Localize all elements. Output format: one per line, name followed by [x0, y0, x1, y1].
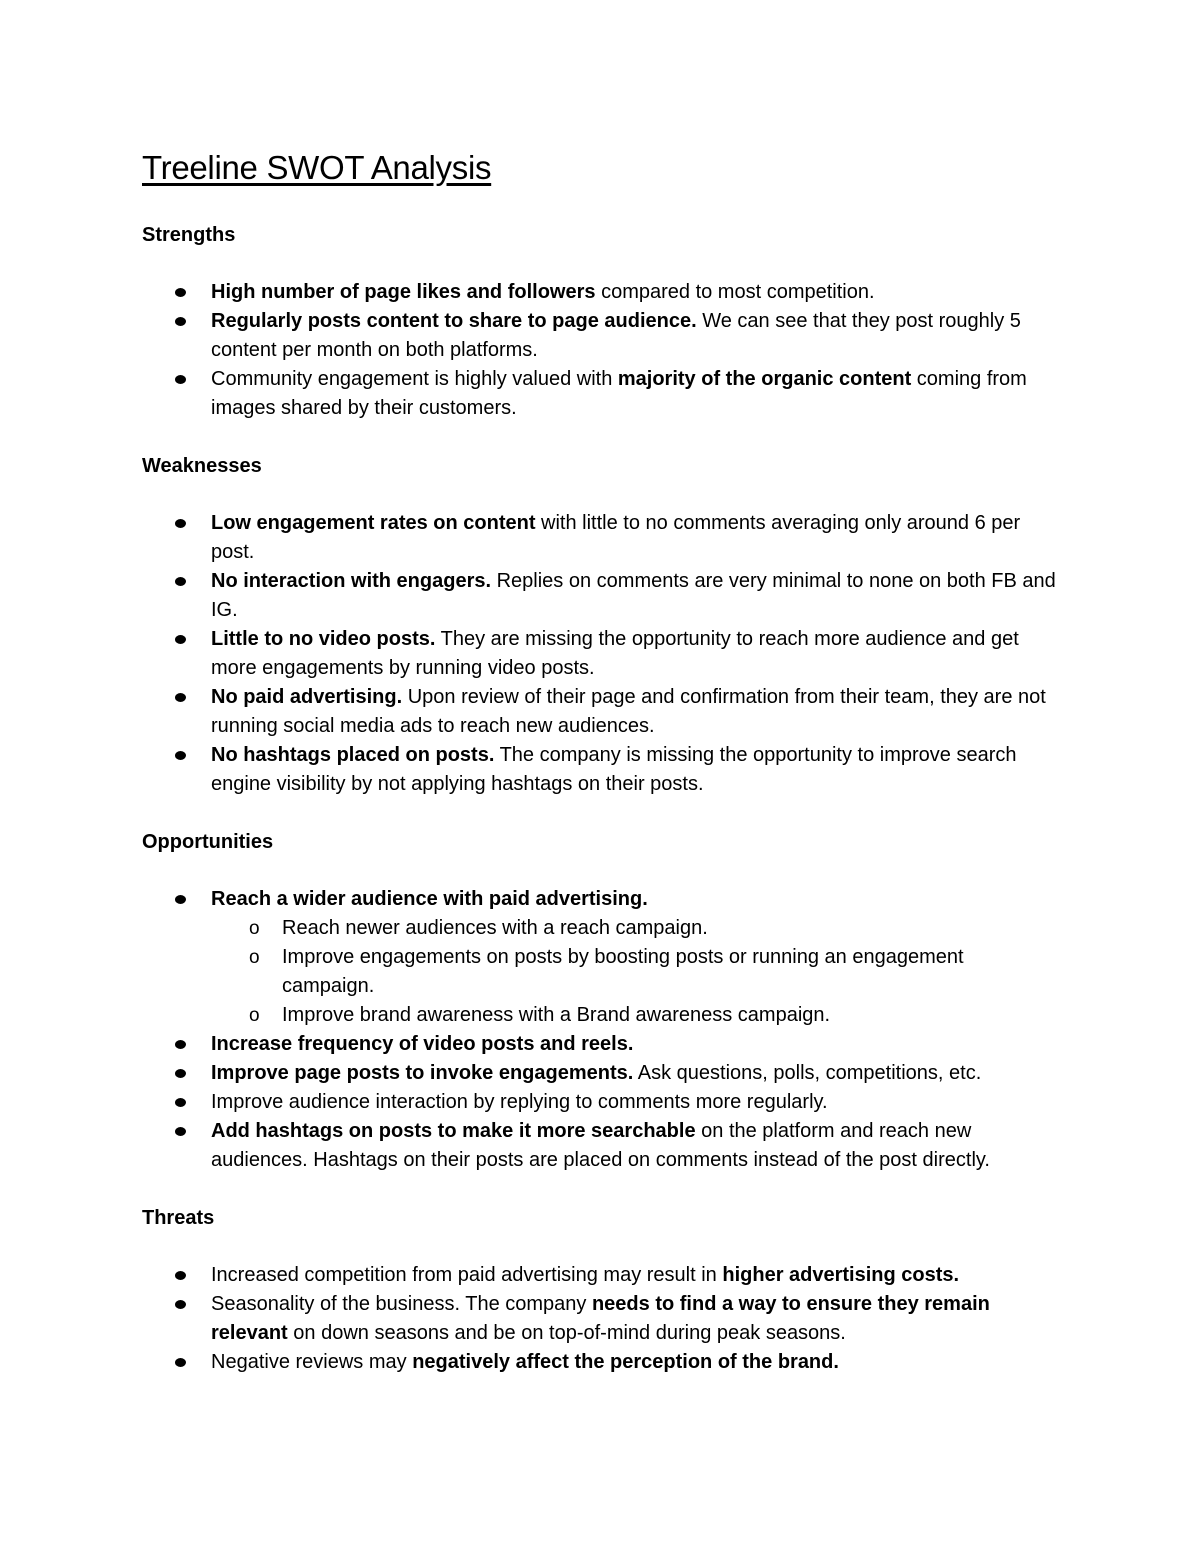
item-bold-text: negatively affect the perception of the brand.: [412, 1351, 839, 1373]
item-text: Upon review of their page and confirmation from their team, they are not running social media ads to reach new audiences.: [211, 686, 1046, 737]
sub-list-item: [142, 1001, 1057, 1030]
circle-bullet-icon: o: [249, 947, 260, 968]
item-bold-text: majority of the organic content: [617, 368, 912, 390]
item-text: with little to no comments averaging only around 6 per post.: [211, 512, 1021, 563]
document-page: [142, 148, 1057, 1377]
item-text: They are missing the opportunity to reach more audience and get more engagements by running video posts.: [211, 628, 1019, 679]
bullet-icon: [175, 635, 186, 644]
item-bold-text: High number of page likes and followers: [211, 281, 596, 303]
item-text: coming from images shared by their customers.: [211, 368, 1027, 419]
bullet-icon: [175, 1271, 186, 1280]
sub-list-item: [142, 943, 1057, 1001]
bullet-icon: [175, 1069, 186, 1078]
list-item: [142, 1348, 1057, 1377]
item-text: Improve audience interaction by replying to comments more regularly.: [211, 1091, 828, 1113]
list-item: [142, 307, 1057, 365]
item-bold-text: Regularly posts content to share to page audience.: [211, 310, 697, 332]
bullet-icon: [175, 519, 186, 528]
item-bold-text: Add hashtags on posts to make it more searchable: [211, 1120, 696, 1142]
item-bold-text: No hashtags placed on posts.: [211, 744, 495, 766]
item-text: Replies on comments are very minimal to none on both FB and IG.: [211, 570, 1056, 621]
list-item: [142, 885, 1057, 1030]
bullet-icon: [175, 577, 186, 586]
bullet-icon: [175, 751, 186, 760]
item-text: Ask questions, polls, competitions, etc.: [633, 1062, 982, 1084]
item-text: Increased competition from paid advertising may result in: [211, 1264, 723, 1286]
sub-list: [211, 914, 1057, 1030]
sub-item-text: Improve engagements on posts by boosting posts or running an engagement campaign.: [282, 946, 964, 997]
item-bold-text: Little to no video posts.: [211, 628, 436, 650]
sub-item-text: Improve brand awareness with a Brand awareness campaign.: [282, 1004, 831, 1026]
list-item: [142, 683, 1057, 741]
item-bold-text: higher advertising costs.: [722, 1264, 960, 1286]
list-item: [142, 278, 1057, 307]
bullet-icon: [175, 1300, 186, 1309]
item-bold-text: Improve page posts to invoke engagements.: [211, 1062, 634, 1084]
item-text: on down seasons and be on top-of-mind during peak seasons.: [287, 1322, 846, 1344]
bullet-icon: [175, 1358, 186, 1367]
strengths-list: [142, 278, 1057, 423]
threats-list: [142, 1261, 1057, 1377]
weaknesses-list: [142, 509, 1057, 799]
document-title: Treeline SWOT Analysis: [142, 149, 492, 186]
item-bold-text: No interaction with engagers.: [211, 570, 492, 592]
sub-item-text: Reach newer audiences with a reach campaign.: [282, 917, 708, 939]
list-item: [142, 567, 1057, 625]
bullet-icon: [175, 288, 186, 297]
item-bold-text: Reach a wider audience with paid advertising.: [211, 888, 648, 910]
bullet-icon: [175, 1127, 186, 1136]
list-item: [142, 365, 1057, 423]
section-heading-threats: Threats: [142, 1207, 215, 1229]
item-text: We can see that they post roughly 5 content per month on both platforms.: [211, 310, 1021, 361]
list-item: [142, 1088, 1057, 1117]
item-bold-text: Increase frequency of video posts and reels.: [211, 1033, 634, 1055]
bullet-icon: [175, 895, 186, 904]
item-text: Seasonality of the business. The company: [211, 1293, 592, 1315]
item-text: Community engagement is highly valued with: [211, 368, 618, 390]
item-bold-text: Low engagement rates on content: [211, 512, 536, 534]
bullet-icon: [175, 1098, 186, 1107]
list-item: [142, 625, 1057, 683]
item-bold-text: No paid advertising.: [211, 686, 403, 708]
list-item: [142, 1030, 1057, 1059]
item-text: Negative reviews may: [211, 1351, 413, 1373]
list-item: [142, 1261, 1057, 1290]
section-heading-strengths: Strengths: [142, 224, 236, 246]
list-item: [142, 1290, 1057, 1348]
section-heading-weaknesses: Weaknesses: [142, 455, 262, 477]
list-item: [142, 741, 1057, 799]
list-item: [142, 509, 1057, 567]
list-item: [142, 1059, 1057, 1088]
opportunities-list: [142, 885, 1057, 1175]
item-text: on the platform and reach new audiences. Hashtags on their posts are placed on comments instead of the post directly.: [211, 1120, 990, 1171]
bullet-icon: [175, 1040, 186, 1049]
section-heading-opportunities: Opportunities: [142, 831, 274, 853]
sub-list-item: [142, 914, 1057, 943]
circle-bullet-icon: o: [249, 1005, 260, 1026]
bullet-icon: [175, 317, 186, 326]
list-item: [142, 1117, 1057, 1175]
bullet-icon: [175, 375, 186, 384]
bullet-icon: [175, 693, 186, 702]
item-bold-text: needs to find a way to ensure they remain relevant: [211, 1293, 990, 1344]
item-text: The company is missing the opportunity to improve search engine visibility by not applying hashtags on their posts.: [211, 744, 1017, 795]
circle-bullet-icon: o: [249, 918, 260, 939]
item-text: compared to most competition.: [595, 281, 875, 303]
